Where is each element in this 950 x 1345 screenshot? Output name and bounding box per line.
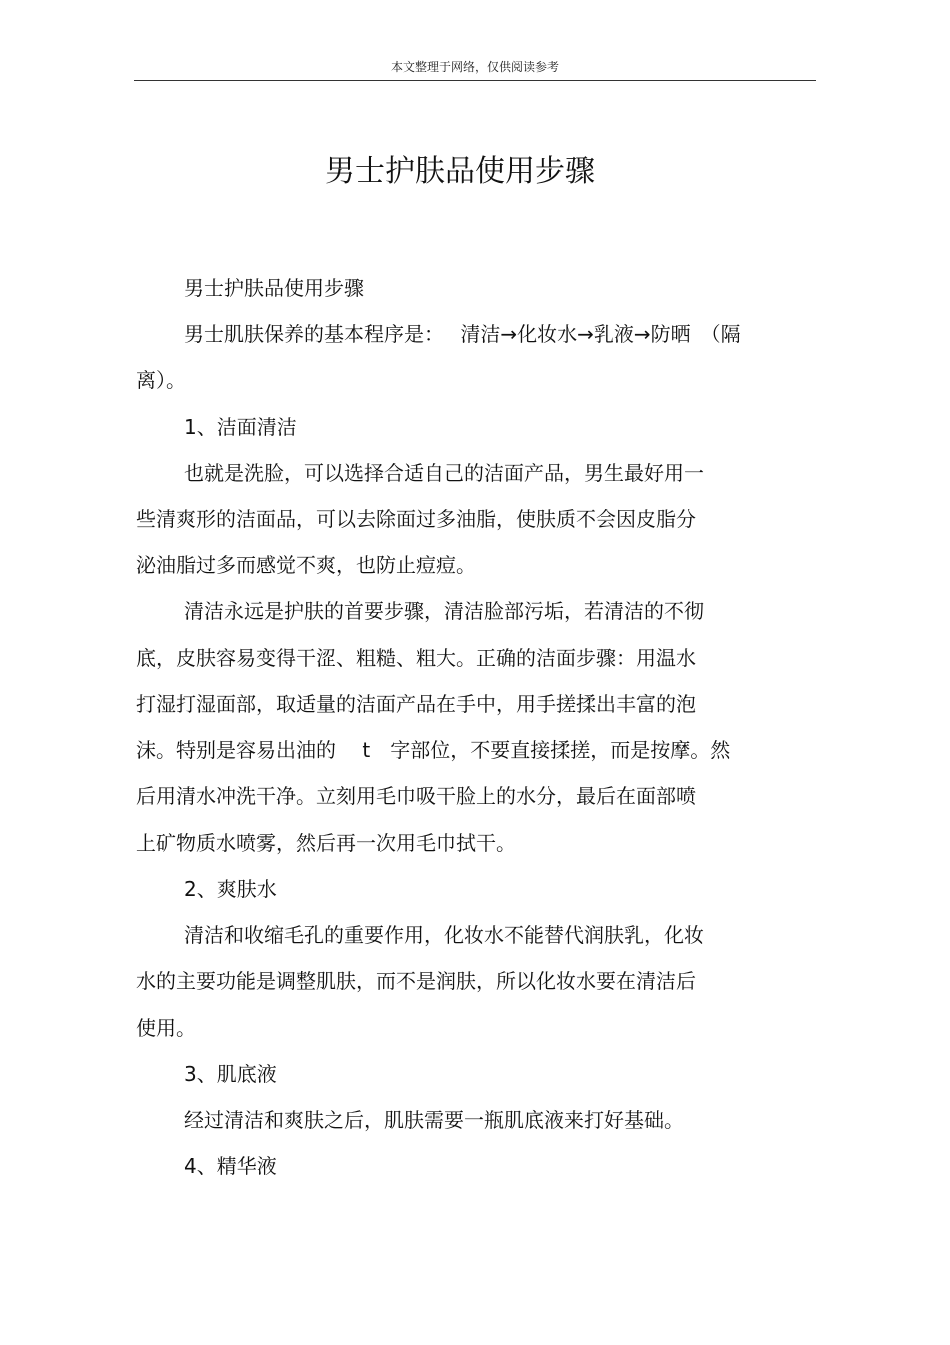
paragraph-line: 些清爽形的洁面品，可以去除面过多油脂，使肤质不会因皮脂分 bbox=[136, 507, 696, 531]
header-divider bbox=[134, 80, 816, 81]
paragraph-line: 底，皮肤容易变得干涩、粗糙、粗大。正确的洁面步骤：用温水 bbox=[136, 646, 696, 670]
paragraph-line: 水的主要功能是调整肌肤，而不是润肤，所以化妆水要在清洁后 bbox=[136, 969, 696, 993]
subtitle-line: 男士护肤品使用步骤 bbox=[184, 276, 364, 300]
paragraph-line: 后用清水冲洗干净。立刻用毛巾吸干脸上的水分，最后在面部喷 bbox=[136, 784, 696, 808]
paragraph-line: 离）。 bbox=[136, 368, 186, 392]
paragraph-line: 使用。 bbox=[136, 1016, 196, 1040]
document-title: 男士护肤品使用步骤 bbox=[325, 154, 595, 189]
paragraph-line: 经过清洁和爽肤之后，肌肤需要一瓶肌底液来打好基础。 bbox=[184, 1108, 684, 1132]
section-heading: 1、洁面清洁 bbox=[184, 415, 297, 439]
paragraph-line: 男士肌肤保养的基本程序是： 清洁→化妆水→乳液→防晒 （隔 bbox=[184, 322, 741, 346]
paragraph-line: 沫。特别是容易出油的 t 字部位，不要直接揉搓，而是按摩。然 bbox=[136, 738, 731, 762]
paragraph-line: 打湿打湿面部，取适量的洁面产品在手中，用手搓揉出丰富的泡 bbox=[136, 692, 696, 716]
paragraph-line: 清洁永远是护肤的首要步骤，清洁脸部污垢，若清洁的不彻 bbox=[184, 599, 704, 623]
section-heading: 2、爽肤水 bbox=[184, 877, 277, 901]
paragraph-line: 泌油脂过多而感觉不爽，也防止痘痘。 bbox=[136, 553, 476, 577]
paragraph-line: 上矿物质水喷雾，然后再一次用毛巾拭干。 bbox=[136, 831, 516, 855]
section-heading: 3、肌底液 bbox=[184, 1062, 277, 1086]
page-header-note: 本文整理于网络，仅供阅读参考 bbox=[390, 60, 559, 74]
section-heading: 4、精华液 bbox=[184, 1154, 277, 1178]
paragraph-line: 也就是洗脸，可以选择合适自己的洁面产品，男生最好用一 bbox=[184, 461, 704, 485]
paragraph-line: 清洁和收缩毛孔的重要作用，化妆水不能替代润肤乳，化妆 bbox=[184, 923, 704, 947]
